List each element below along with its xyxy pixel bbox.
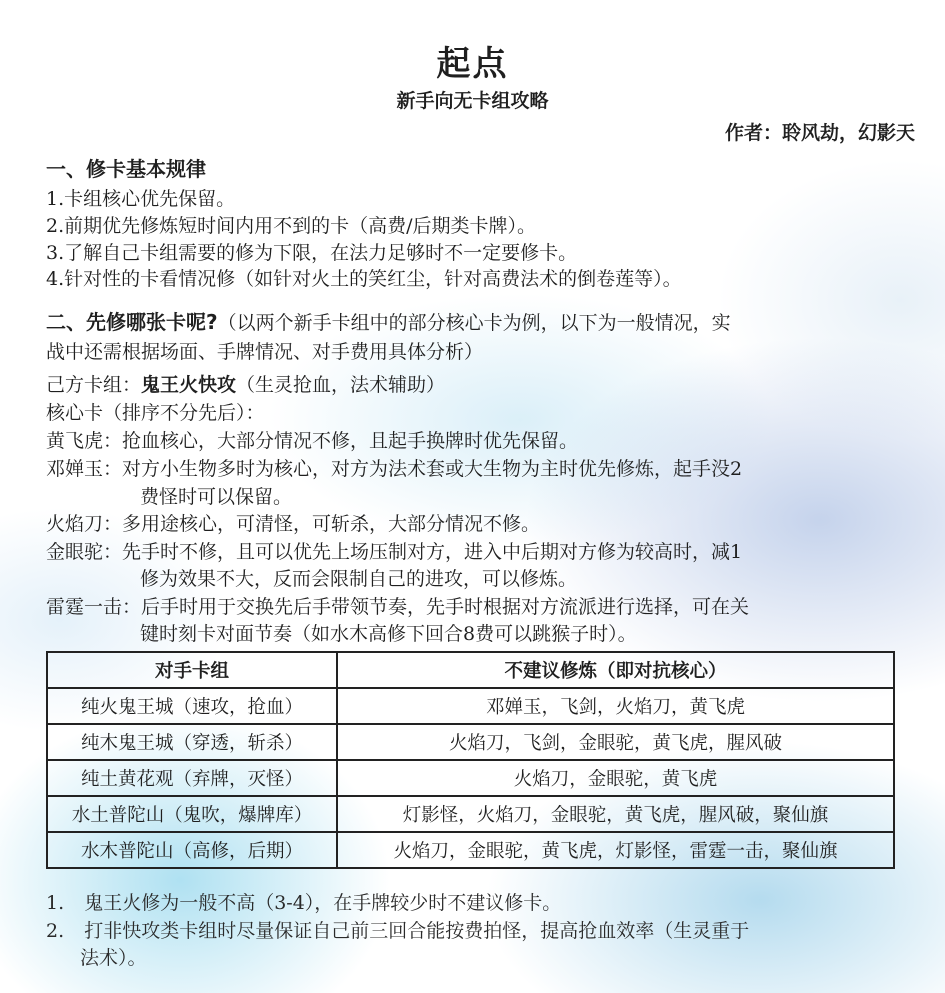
matchup-table (46, 651, 895, 869)
card-name: 黄飞虎： (46, 430, 123, 452)
table-row (47, 724, 894, 760)
card-desc: 后手时用于交换先后手带领节奏，先手时根据对方流派进行选择，可在关 (141, 596, 750, 618)
table-cell: 火焰刀，金眼驼，黄飞虎，灯影怪，雷霆一击，聚仙旗 (337, 832, 894, 868)
section1-item: 3.了解自己卡组需要的修为下限，在法力足够时不一定要修卡。 (46, 242, 578, 264)
table-header: 不建议修炼（即对抗核心） (337, 652, 894, 688)
table-cell: 纯火鬼王城（速攻，抢血） (47, 688, 337, 724)
page-title: 起点 (436, 44, 509, 84)
table-cell: 火焰刀，金眼驼，黄飞虎 (337, 760, 894, 796)
author-line: 作者：聆风劫，幻影天 (724, 122, 915, 144)
note-item (46, 890, 561, 916)
deck-label: 己方卡组： (46, 374, 142, 396)
note-text: 打非快攻类卡组时尽量保证自己前三回合能按费拍怪，提高抢血效率（生灵重于 (84, 920, 750, 942)
note-number: 2. (46, 920, 65, 942)
table-cell: 纯木鬼王城（穿透，斩杀） (47, 724, 337, 760)
card-desc: 先手时不修，且可以优先上场压制对方，进入中后期对方修为较高时，减1 (122, 541, 743, 563)
table-row (47, 796, 894, 832)
card-desc: 多用途核心，可清怪，可斩杀，大部分情况不修。 (122, 513, 541, 535)
card-name: 金眼驼： (46, 541, 123, 563)
card-desc: 对方小生物多时为核心，对方为法术套或大生物为主时优先修炼，起手没2 (122, 458, 743, 480)
section2-intro: （以两个新手卡组中的部分核心卡为例，以下为一般情况，实 (217, 312, 731, 334)
card-entry (46, 428, 578, 454)
section2-heading-line (46, 309, 731, 336)
table-cell: 水土普陀山（鬼吹，爆牌库） (47, 796, 337, 832)
section1-item: 4.针对性的卡看情况修（如针对火土的笑红尘，针对高费法术的倒卷莲等）。 (46, 268, 682, 290)
deck-line (46, 372, 445, 398)
section1-heading: 一、修卡基本规律 (46, 157, 206, 181)
card-name: 雷霆一击： (46, 596, 142, 618)
deck-note: （生灵抢血，法术辅助） (236, 374, 446, 396)
table-header-row (47, 652, 894, 688)
section2-heading: 二、先修哪张卡呢? (46, 310, 218, 334)
card-name: 邓婵玉： (46, 458, 123, 480)
table-cell: 邓婵玉，飞剑，火焰刀，黄飞虎 (337, 688, 894, 724)
deck-name: 鬼王火快攻 (141, 374, 237, 396)
table-cell: 灯影怪，火焰刀，金眼驼，黄飞虎，腥风破，聚仙旗 (337, 796, 894, 832)
card-desc: 抢血核心，大部分情况不修，且起手换牌时优先保留。 (122, 430, 579, 452)
card-desc-cont: 费怪时可以保留。 (140, 486, 293, 508)
table-cell: 水木普陀山（高修，后期） (47, 832, 337, 868)
table-cell: 纯土黄花观（弃牌，灭怪） (47, 760, 337, 796)
note-text: 鬼王火修为一般不高（3-4），在手牌较少时不建议修卡。 (84, 892, 562, 914)
card-desc-cont: 键时刻卡对面节奏（如水木高修下回合8费可以跳猴子时）。 (140, 623, 637, 645)
section2-intro-cont: 战中还需根据场面、手牌情况、对手费用具体分析） (46, 341, 484, 363)
card-desc-cont: 修为效果不大，反而会限制自己的进攻，可以修炼。 (140, 568, 578, 590)
card-entry (46, 539, 742, 565)
table-row (47, 688, 894, 724)
page-subtitle: 新手向无卡组攻略 (396, 90, 549, 112)
note-item (46, 918, 749, 944)
card-entry (46, 456, 742, 482)
section1-item: 1.卡组核心优先保留。 (46, 188, 236, 210)
table-row (47, 760, 894, 796)
note-text-cont: 法术）。 (80, 947, 147, 969)
card-name: 火焰刀： (46, 513, 123, 535)
table-header: 对手卡组 (47, 652, 337, 688)
note-number: 1. (46, 892, 65, 914)
table-row (47, 832, 894, 868)
core-label: 核心卡（排序不分先后）： (46, 402, 265, 424)
table-cell: 火焰刀，飞剑，金眼驼，黄飞虎，腥风破 (337, 724, 894, 760)
section1-item: 2.前期优先修炼短时间内用不到的卡（高费/后期类卡牌）。 (46, 215, 537, 237)
card-entry (46, 594, 749, 620)
card-entry (46, 511, 540, 537)
